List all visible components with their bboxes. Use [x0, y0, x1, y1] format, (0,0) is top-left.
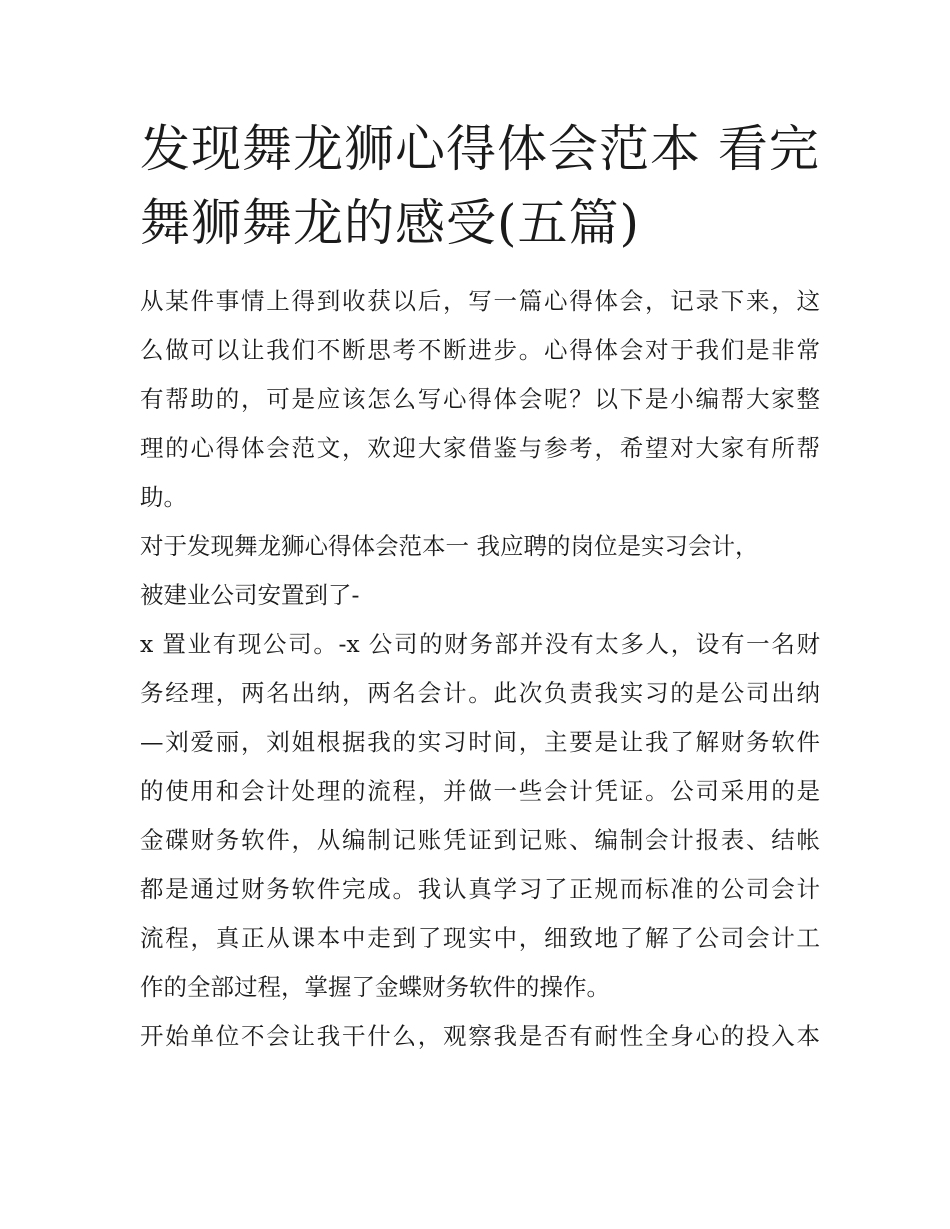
body-line: 都是通过财务软件完成。我认真学习了正规而标准的公司会计 [140, 875, 820, 903]
body-line: 从某件事情上得到收获以后，写一篇心得体会，记录下来，这 [140, 287, 820, 315]
body-line: 么做可以让我们不断思考不断进步。心得体会对于我们是非常 [140, 336, 820, 364]
body-line: 对于发现舞龙狮心得体会范本一 我应聘的岗位是实习会计， [140, 532, 759, 560]
body-line: 有帮助的，可是应该怎么写心得体会呢？以下是小编帮大家整 [140, 385, 820, 413]
body-line: 作的全部过程，掌握了金蝶财务软件的操作。 [140, 973, 610, 1001]
body-line: 金碟财务软件，从编制记账凭证到记账、编制会计报表、结帐 [140, 826, 820, 854]
title-line-1: 发现舞龙狮心得体会范本 看完 [140, 120, 820, 178]
body-line: 理的心得体会范文，欢迎大家借鉴与参考，希望对大家有所帮 [140, 434, 820, 462]
body-line: x 置业有现公司。-x 公司的财务部并没有太多人，设有一名财 [140, 630, 820, 658]
body-line: 被建业公司安置到了- [140, 581, 360, 609]
body-line: 助。 [140, 483, 187, 511]
title-line-2: 舞狮舞龙的感受(五篇) [140, 194, 641, 252]
body-line: 流程，真正从课本中走到了现实中，细致地了解了公司会计工 [140, 924, 820, 952]
document-body [140, 277, 820, 1061]
body-line: 的使用和会计处理的流程，并做一些会计凭证。公司采用的是 [140, 777, 820, 805]
body-line: —刘爱丽，刘姐根据我的实习时间，主要是让我了解财务软件 [140, 728, 820, 756]
document-title [140, 112, 820, 260]
body-line: 务经理，两名出纳，两名会计。此次负责我实习的是公司出纳 [140, 679, 820, 707]
body-line: 开始单位不会让我干什么，观察我是否有耐性全身心的投入本 [140, 1022, 820, 1050]
